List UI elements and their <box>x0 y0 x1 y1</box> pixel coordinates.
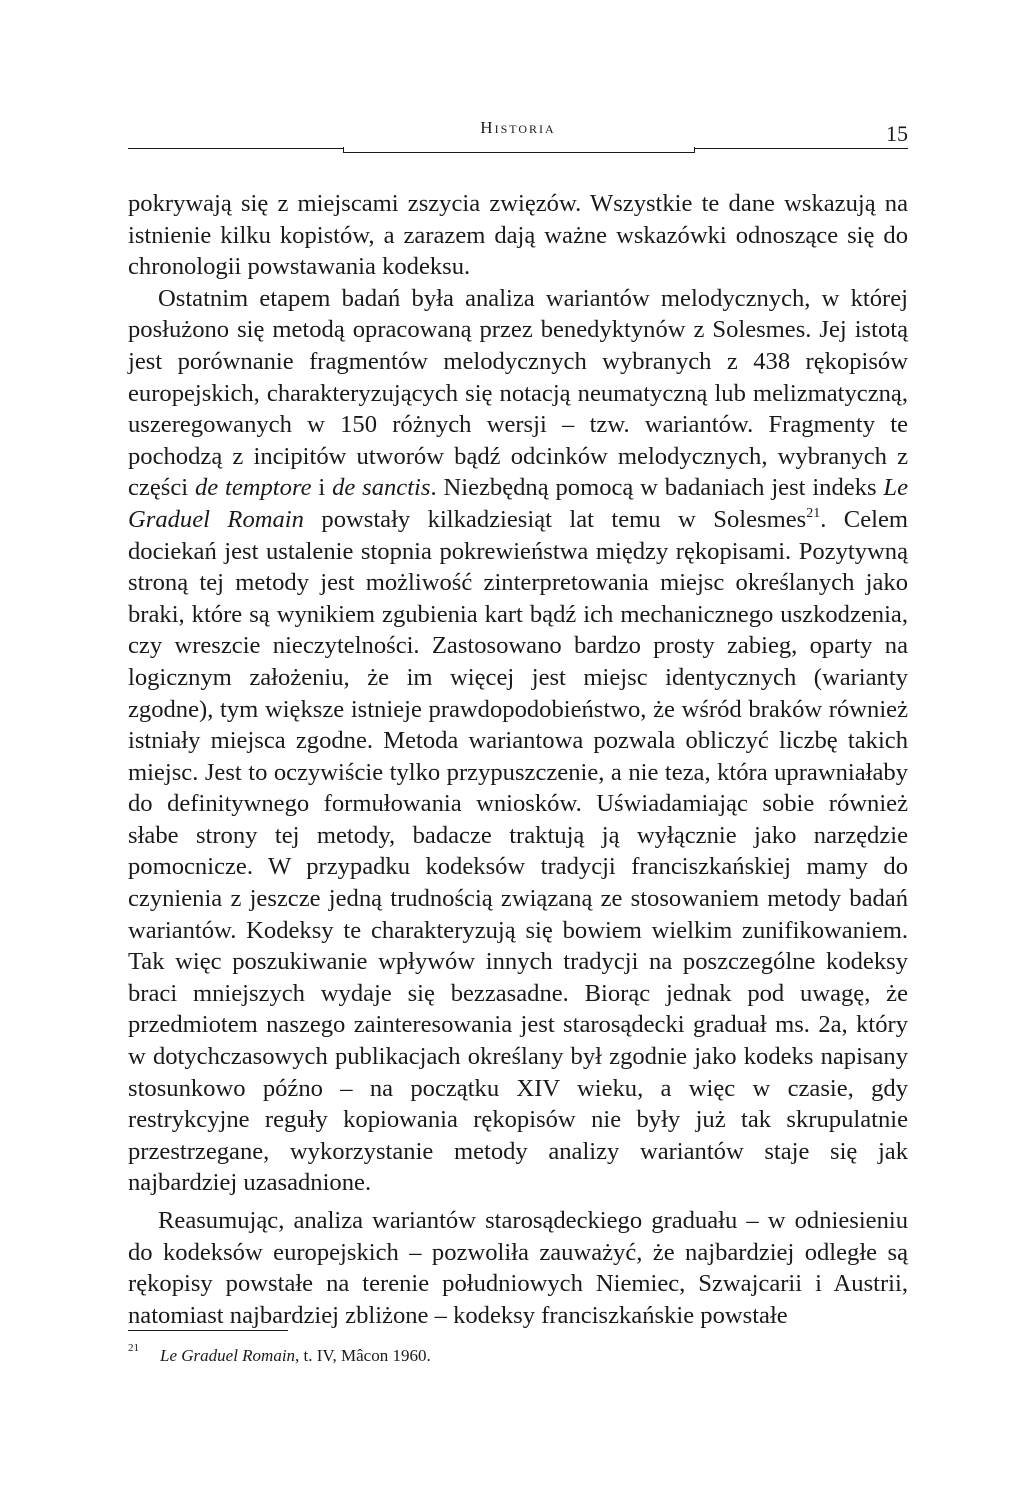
italic-title: Le Graduel Romain <box>128 474 909 533</box>
text-run: Ostatnim etapem badań była analiza wariantów melodycznych, w której posłużono się metodą opracowaną przez benedyktynów z Solesmes. Jej istotą jest porównanie fragmentów melodycznych wybranych z 438 rękopisów europejskich, charakteryzujących się notacją neumatyczną lub melizmatyczną, uszeregowanych w 150 różnych wersji – tzw. wariantów. Fragmenty te pochodzą z incipitów utworów bądź odcinków melodycznych, wybranych z części <box>128 284 908 502</box>
footnote-reference[interactable]: 21 <box>806 505 821 521</box>
running-title: Historia <box>480 118 556 137</box>
footnote-separator <box>128 1330 288 1331</box>
header-rule-ornament <box>343 147 695 153</box>
text-run: . Niezbędną pomocą w badaniach jest indeks <box>430 474 884 502</box>
paragraph-1: pokrywają się z miejscami zszycia zwięzów. Wszystkie te dane wskazują na istnienie kilku kopistów, a zarazem dają ważne wskazówki odnoszące się do chronologii powstawania kodeksu. <box>128 190 908 281</box>
text-run: i <box>311 474 333 502</box>
paragraph-2 <box>128 283 908 1199</box>
text-run: . Celem dociekań jest ustalenie stopnia pokrewieństwa między rękopisami. Pozytywną stroną tej metody jest możliwość zinterpretowania miejsc określanych jako braki, które są wynikiem zgubienia kart bądź ich mechanicznego uszkodzenia, czy wreszcie nieczytelności. Zastosowano bardzo prosty zabieg, oparty na logicznym założeniu, że im więcej jest miejsc identycznych (warianty zgodne), tym większe istnieje prawdopodobieństwo, że wśród braków również istniały miejsca zgodne. Metoda wariantowa pozwala obliczyć liczbę takich miejsc. Jest to oczywiście tylko przypuszczenie, a nie teza, która uprawniałaby do definitywnego formułowania wniosków. Uświadamiając sobie również słabe strony tej metody, badacze traktują ją wyłącznie jako narzędzie pomocnicze. W przypadku kodeksów tradycji franciszkańskiej mamy do czynienia z jeszcze jedną trudnością związaną ze stosowaniem metody badań wariantów. Kodeksy te charakteryzują się bowiem wielkim zunifikowaniem. Tak więc poszukiwanie wpływów innych tradycji na poszczególne kodeksy braci mniejszych wydaje się bezzasadne. Biorąc jednak pod uwagę, że przedmiotem naszego zainteresowania jest starosądecki graduał ms. 2a, który w dotychczasowych publikacjach określany był zgodnie jako kodeks napisany stosunkowo późno – na początku XIV wieku, a więc w czasie, gdy restrykcyjne reguły kopiowania rękopisów nie były już tak skrupulatnie przestrzegane, wykorzystanie metody analizy wariantów staje się jak najbardziej uzasadnione. <box>128 505 908 1197</box>
footnote-rest: , t. IV, Mâcon 1960. <box>295 1346 431 1365</box>
italic-term: de sanctis <box>332 474 431 502</box>
page-number: 15 <box>886 121 908 146</box>
text-run: powstały kilkadziesiąt lat temu w Solesmes <box>303 505 807 533</box>
footnote-number: 21 <box>128 1342 139 1354</box>
page-header <box>128 118 908 158</box>
italic-term: de temptore <box>194 474 312 502</box>
body-text <box>128 188 908 1331</box>
footnote-title: Le Graduel Romain <box>160 1346 296 1365</box>
footnote-text <box>160 1346 431 1366</box>
paragraph-3: Reasumując, analiza wariantów starosądeckiego graduału – w odniesieniu do kodeksów europejskich – pozwoliła zauważyć, że najbardziej odległe są rękopisy powstałe na terenie południowych Niemiec, Szwajcarii i Austrii, natomiast najbardziej zbliżone – kodeksy franciszkańskie powstałe <box>128 1207 908 1329</box>
